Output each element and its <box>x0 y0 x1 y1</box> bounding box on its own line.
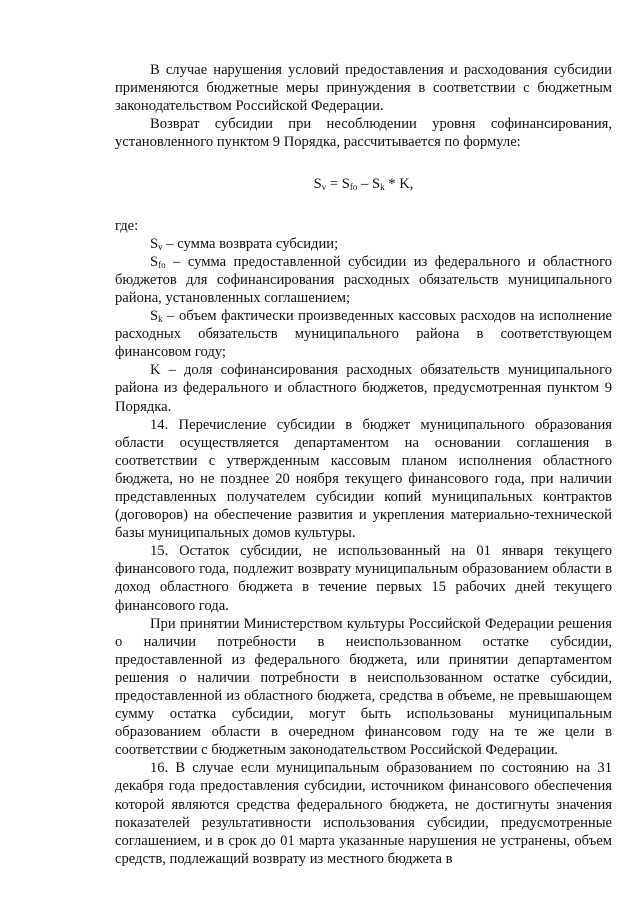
refund-formula <box>115 175 612 193</box>
paragraph-refund-intro: Возврат субсидии при несоблюдении уровня софинансирования, установленного пунктом 9 Порядка, рассчитывается по формуле: <box>115 116 612 151</box>
formula-sv-subscript: v <box>321 182 327 193</box>
formula-tail: * K, <box>384 176 414 193</box>
paragraph-budget-measures: В случае нарушения условий предоставления и расходования субсидии применяются бюджетные меры принуждения в соответствии с бюджетным законодательством Российской Федерации. <box>115 62 612 115</box>
formula-sv: S <box>313 176 322 193</box>
formula-sfo-subscript: fo <box>349 182 358 193</box>
document-body <box>115 61 612 868</box>
paragraph-15: 15. Остаток субсидии, не использованный на 01 января текущего финансового года, подлежит возврату муниципальным образованием области в доход областного бюджета в течение первых 15 рабочих дней текущего финансового года. <box>115 543 612 614</box>
formula-sfo: S <box>341 176 350 193</box>
definition-sv <box>115 235 612 253</box>
formula-sk: S <box>371 176 381 193</box>
definition-sk <box>115 307 612 361</box>
formula-equals: = <box>326 176 342 193</box>
where-label: где: <box>115 217 139 234</box>
definition-sfo-symbol: S <box>150 253 159 270</box>
formula-sk-subscript: k <box>380 182 385 193</box>
definition-sk-symbol: S <box>150 308 159 325</box>
definition-sv-subscript: v <box>158 241 163 252</box>
definition-sk-text: – объем фактически произведенных кассовых расходов на исполнение расходных обязательств муниципального района в соответствующем финансовом году; <box>115 308 612 361</box>
definition-sv-symbol: S <box>150 235 159 252</box>
paragraph-16: 16. В случае если муниципальным образованием по состоянию на 31 декабря года предоставления субсидии, источником финансового обеспечения которой являются средства федерального бюджета, не достигнуты значения показателей результативности использования субсидии, предусмотренные соглашением, и в срок до 01 марта указанные нарушения не устранены, объем средств, подлежащий возврату из местного бюджета в <box>115 760 612 867</box>
paragraph-15-continued: При принятии Министерством культуры Российской Федерации решения о наличии потребности в неиспользованном остатке субсидии, предоставленной из федерального бюджета, или принятии департаментом решения о наличии потребности в неиспользованном остатке субсидии, предоставленной из областного бюджета, средства в объеме, не превышающем сумму остатка субсидии, могут быть использованы муниципальным образованием области в очередном финансовом году на те же цели в соответствии с бюджетным законодательством Российской Федерации. <box>115 615 612 759</box>
formula-minus: – <box>357 176 372 193</box>
definition-sfo-subscript: fo <box>158 259 166 270</box>
definition-sv-text: – сумма возврата субсидии; <box>162 235 339 252</box>
paragraph-14: 14. Перечисление субсидии в бюджет муниципального образования области осуществляется департаментом на основании соглашения в соответствии с утвержденным кассовым планом исполнения областного бюджета, но не позднее 20 ноября текущего финансового года, при наличии представленных получателем субсидии копий муниципальных контрактов (договоров) на обеспечение развития и укрепления материально-технической базы муниципальных домов культуры. <box>115 416 612 542</box>
definition-sk-subscript: k <box>158 314 163 325</box>
definition-k: K – доля софинансирования расходных обязательств муниципального района из федерального и областного бюджетов, предусмотренная пунктом 9 Порядка. <box>115 362 612 415</box>
definition-sfo <box>115 253 612 307</box>
definition-sfo-text: – сумма предоставленной субсидии из федерального и областного бюджетов для софинансирования расходных обязательств муниципального района, установленных соглашением; <box>115 253 612 306</box>
